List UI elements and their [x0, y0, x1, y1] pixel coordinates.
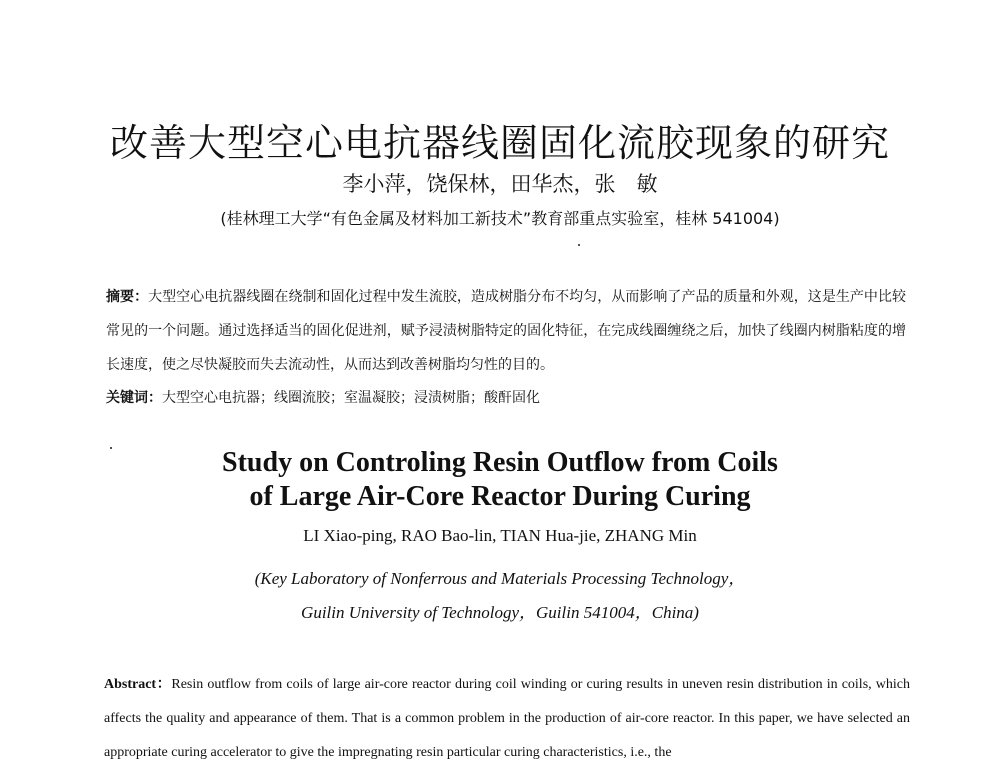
english-title — [0, 446, 1000, 514]
english-affiliation-line-2: Guilin University of Technology，Guilin 541004，China) — [301, 603, 699, 622]
chinese-abstract-label: 摘要： — [106, 289, 149, 305]
english-title-line-1: Study on Controling Resin Outflow from Coils — [222, 447, 778, 478]
english-affiliation-line-1: (Key Laboratory of Nonferrous and Materials Processing Technology， — [254, 569, 746, 588]
chinese-keywords-text: 大型空心电抗器；线圈流胶；室温凝胶；浸渍树脂；酸酐固化 — [162, 390, 540, 406]
chinese-keywords — [106, 386, 906, 410]
chinese-abstract-text: 大型空心电抗器线圈在绕制和固化过程中发生流胶，造成树脂分布不均匀，从而影响了产品的质量和外观，这是生产中比较常见的一个问题。通过选择适当的固化促进剂，赋予浸渍树脂特定的固化特征，在完成线圈缠绕之后，加快了线圈内树脂粘度的增长速度，使之尽快凝胶而失去流动性，从而达到改善树脂均匀性的目的。 — [106, 289, 906, 373]
chinese-authors: 李小萍，饶保林，田华杰，张 敏 — [342, 172, 658, 196]
chinese-abstract — [106, 280, 906, 382]
chinese-title: 改善大型空心电抗器线圈固化流胶现象的研究 — [109, 121, 890, 165]
english-abstract-text: Resin outflow from coils of large air-core reactor during coil winding or curing results in uneven resin distribution in coils, which affects the quality and appearance of them. That is a common problem in the production of air-core reactor. In this paper, we have selected an appropriate curing accelerator to give the impregnating resin particular curing characteristics, i.e., the — [104, 677, 910, 760]
english-affiliation — [0, 562, 1000, 630]
scan-speck — [578, 244, 580, 246]
english-abstract — [104, 668, 910, 770]
chinese-affiliation: (桂林理工大学“有色金属及材料加工新技术”教育部重点实验室，桂林 541004) — [220, 209, 780, 228]
chinese-keywords-label: 关键词： — [106, 390, 162, 406]
english-title-line-2: of Large Air-Core Reactor During Curing — [249, 481, 751, 512]
english-abstract-label: Abstract： — [104, 677, 172, 692]
english-authors: LI Xiao-ping, RAO Bao-lin, TIAN Hua-jie, ZHANG Min — [303, 526, 697, 545]
